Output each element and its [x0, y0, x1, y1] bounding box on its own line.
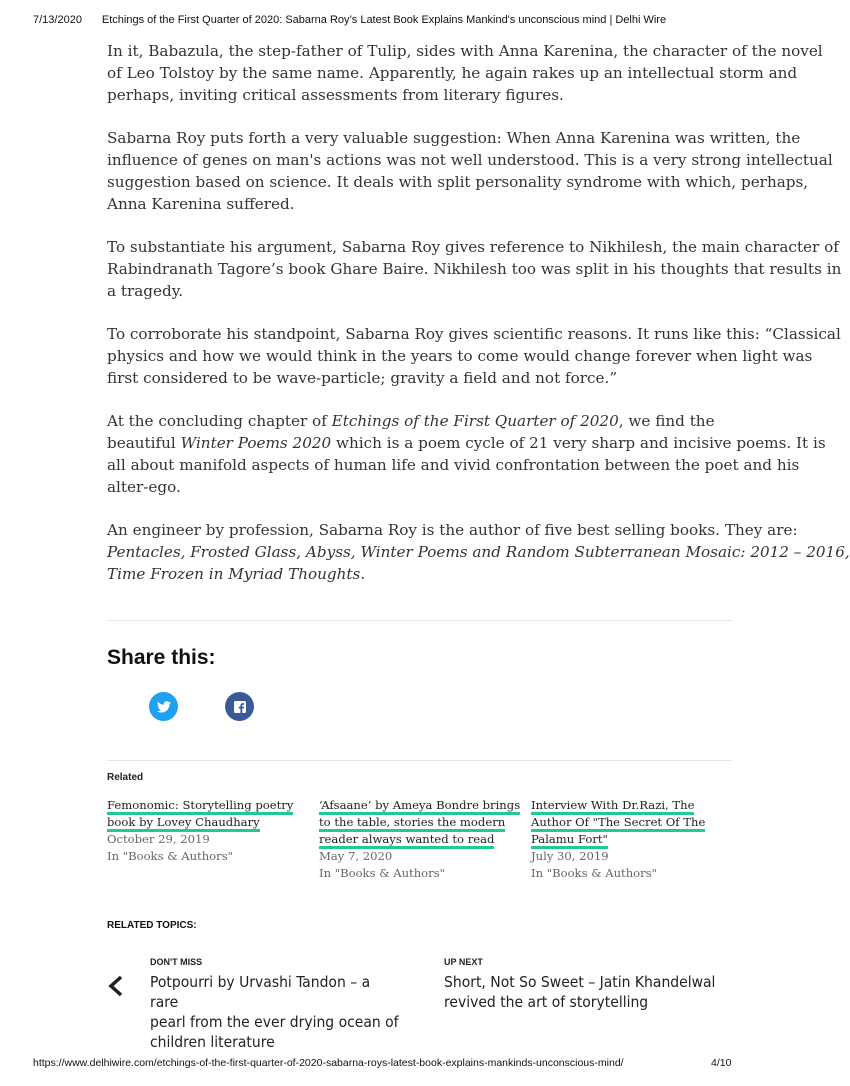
- prev-post-label: DON'T MISS: [150, 957, 203, 967]
- related-post-link[interactable]: Femonomic: Storytelling poetry book by Lovey Chaudhary: [107, 797, 312, 831]
- prev-post-link[interactable]: Potpourri by Urvashi Tandon – a rare pearl from the ever drying ocean of children literature: [150, 973, 399, 1051]
- article-paragraph: At the concluding chapter of Etchings of the First Quarter of 2020, we find the beautiful Winter Poems 2020 which is a poem cycle of 21 very sharp and incisive poems. It is all about manifold aspects of human life and vivid confrontation between the poet and his alter-ego.: [107, 412, 826, 496]
- article-paragraph: In it, Babazula, the step-father of Tulip, sides with Anna Karenina, the character of the novel of Leo Tolstoy by the same name. Apparently, he again rakes up an intellectual storm and perhaps, inviting critical assessments from literary figures.: [107, 42, 823, 104]
- related-post-link[interactable]: ‘Afsaane’ by Ameya Bondre brings to the table, stories the modern reader always wanted to read: [319, 797, 524, 848]
- print-page-number: 4/10: [711, 1057, 732, 1069]
- article-paragraph: Sabarna Roy puts forth a very valuable suggestion: When Anna Karenina was written, the influence of genes on man's actions was not well understood. This is a very strong intellectual suggestion based on science. It deals with split personality syndrome with which, perhaps, Anna Karenina suffered.: [107, 129, 833, 213]
- related-post-date: October 29, 2019: [107, 832, 210, 846]
- print-page-title: Etchings of the First Quarter of 2020: Sabarna Roy’s Latest Book Explains Mankind's unconscious mind | Delhi Wire: [101, 14, 667, 26]
- related-post-1: [107, 797, 312, 865]
- share-heading: Share this:: [107, 646, 216, 669]
- related-post-link[interactable]: Interview With Dr.Razi, The Author Of "The Secret Of The Palamu Fort": [531, 797, 731, 848]
- facebook-icon: [234, 701, 246, 713]
- divider: [107, 620, 732, 621]
- article-body: [107, 40, 850, 606]
- related-topics-heading: RELATED TOPICS:: [107, 920, 197, 931]
- related-post-3: [531, 797, 731, 882]
- related-post-2: [319, 797, 524, 882]
- article-paragraph: To corroborate his standpoint, Sabarna Roy gives scientific reasons. It runs like this: “Classical physics and how we would think in the years to come would change forever when light was first considered to be wave-particle; gravity a field and not force.”: [107, 325, 841, 387]
- related-post-category: In "Books & Authors": [107, 849, 233, 863]
- print-url: https://www.delhiwire.com/etchings-of-the-first-quarter-of-2020-sabarna-roys-latest-book-explains-mankinds-unconscious-mind/: [33, 1057, 624, 1069]
- twitter-icon: [157, 701, 171, 713]
- article-paragraph: An engineer by profession, Sabarna Roy is the author of five best selling books. They are: Pentacles, Frosted Glass, Abyss, Winter Poems and Random Subterranean Mosaic: 2012 – 2016, Time Frozen in Myriad Thoughts.: [107, 521, 850, 583]
- chevron-left-icon[interactable]: [106, 975, 126, 997]
- related-post-date: July 30, 2019: [531, 849, 609, 863]
- divider: [107, 760, 732, 761]
- related-post-category: In "Books & Authors": [319, 866, 445, 880]
- facebook-share-button[interactable]: [225, 692, 254, 721]
- related-heading: Related: [107, 772, 144, 783]
- next-post-label: UP NEXT: [444, 957, 483, 967]
- article-paragraph: To substantiate his argument, Sabarna Roy gives reference to Nikhilesh, the main character of Rabindranath Tagore’s book Ghare Baire. Nikhilesh too was split in his thoughts that results in a tragedy.: [107, 238, 842, 300]
- print-date: 7/13/2020: [33, 14, 82, 26]
- twitter-share-button[interactable]: [149, 692, 178, 721]
- related-post-category: In "Books & Authors": [531, 866, 657, 880]
- next-post-link[interactable]: Short, Not So Sweet – Jatin Khandelwal revived the art of storytelling: [444, 973, 716, 1011]
- related-post-date: May 7, 2020: [319, 849, 393, 863]
